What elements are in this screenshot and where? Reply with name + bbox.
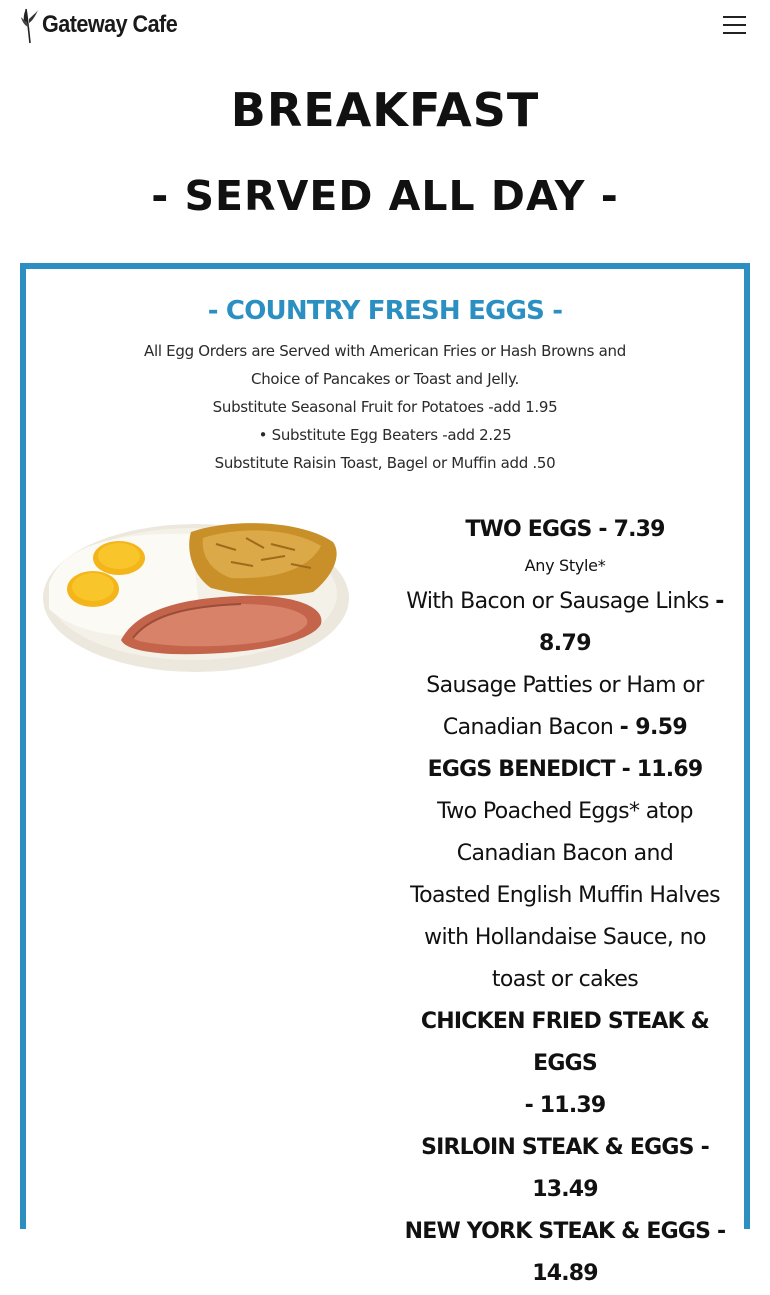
menu-item-patties-text: Canadian Bacon <box>442 715 620 740</box>
breakfast-plate-image <box>41 514 351 674</box>
menu-item-bacon-price: 8.79 <box>539 631 591 656</box>
menu-item-description: Toasted English Muffin Halves <box>410 883 720 908</box>
menu-item-two-eggs: TWO EGGS - 7.39 <box>465 517 665 542</box>
brand-name: Gateway Cafe <box>42 11 178 38</box>
page-title: BREAKFAST <box>230 83 540 137</box>
menu-item-sirloin: SIRLOIN STEAK & EGGS - 13.49 <box>421 1135 709 1202</box>
menu-section-frame <box>20 263 750 1286</box>
menu-item-description: toast or cakes <box>491 967 639 992</box>
menu-items-column <box>398 509 732 1295</box>
menu-item-patties-price: - 9.59 <box>619 715 688 740</box>
menu-item-chicken-fried-steak: CHICKEN FRIED STEAK & EGGS <box>420 1009 710 1076</box>
menu-item-chicken-fried-steak-price: - 11.39 <box>524 1093 606 1118</box>
brand-logo[interactable] <box>20 4 192 46</box>
menu-item-patties <box>398 707 732 749</box>
menu-item-new-york-steak: NEW YORK STEAK & EGGS - <box>404 1219 726 1244</box>
menu-item-bacon-price-line <box>398 623 732 665</box>
intro-line: • Substitute Egg Beaters -add 2.25 <box>258 426 512 444</box>
menu-item-description: Canadian Bacon and <box>456 841 674 866</box>
menu-item-bacon <box>398 581 732 623</box>
wheat-icon <box>20 5 40 45</box>
menu-item-patties-line: Sausage Patties or Ham or <box>426 673 704 698</box>
section-intro <box>26 337 744 477</box>
site-header <box>0 0 770 52</box>
page-subtitle: - SERVED ALL DAY - <box>151 172 619 220</box>
intro-line: Choice of Pancakes or Toast and Jelly. <box>251 370 519 388</box>
menu-item-bacon-text: With Bacon or Sausage Links <box>406 589 716 614</box>
intro-line: Substitute Raisin Toast, Bagel or Muffin add .50 <box>214 454 556 472</box>
hamburger-menu-icon[interactable] <box>722 14 748 36</box>
menu-item-benedict: EGGS BENEDICT - 11.69 <box>427 757 703 782</box>
menu-item-description: Two Poached Eggs* atop <box>437 799 693 824</box>
menu-item-note: Any Style* <box>524 556 606 575</box>
menu-item-description: with Hollandaise Sauce, no <box>424 925 706 950</box>
plate-illustration <box>41 514 351 674</box>
section-title: - COUNTRY FRESH EGGS - <box>207 296 563 326</box>
menu-item-new-york-steak-price: 14.89 <box>532 1261 598 1286</box>
intro-line: Substitute Seasonal Fruit for Potatoes -add 1.95 <box>212 398 558 416</box>
intro-line: All Egg Orders are Served with American Fries or Hash Browns and <box>144 342 626 360</box>
menu-item-bacon-price-dash: - <box>715 589 724 614</box>
